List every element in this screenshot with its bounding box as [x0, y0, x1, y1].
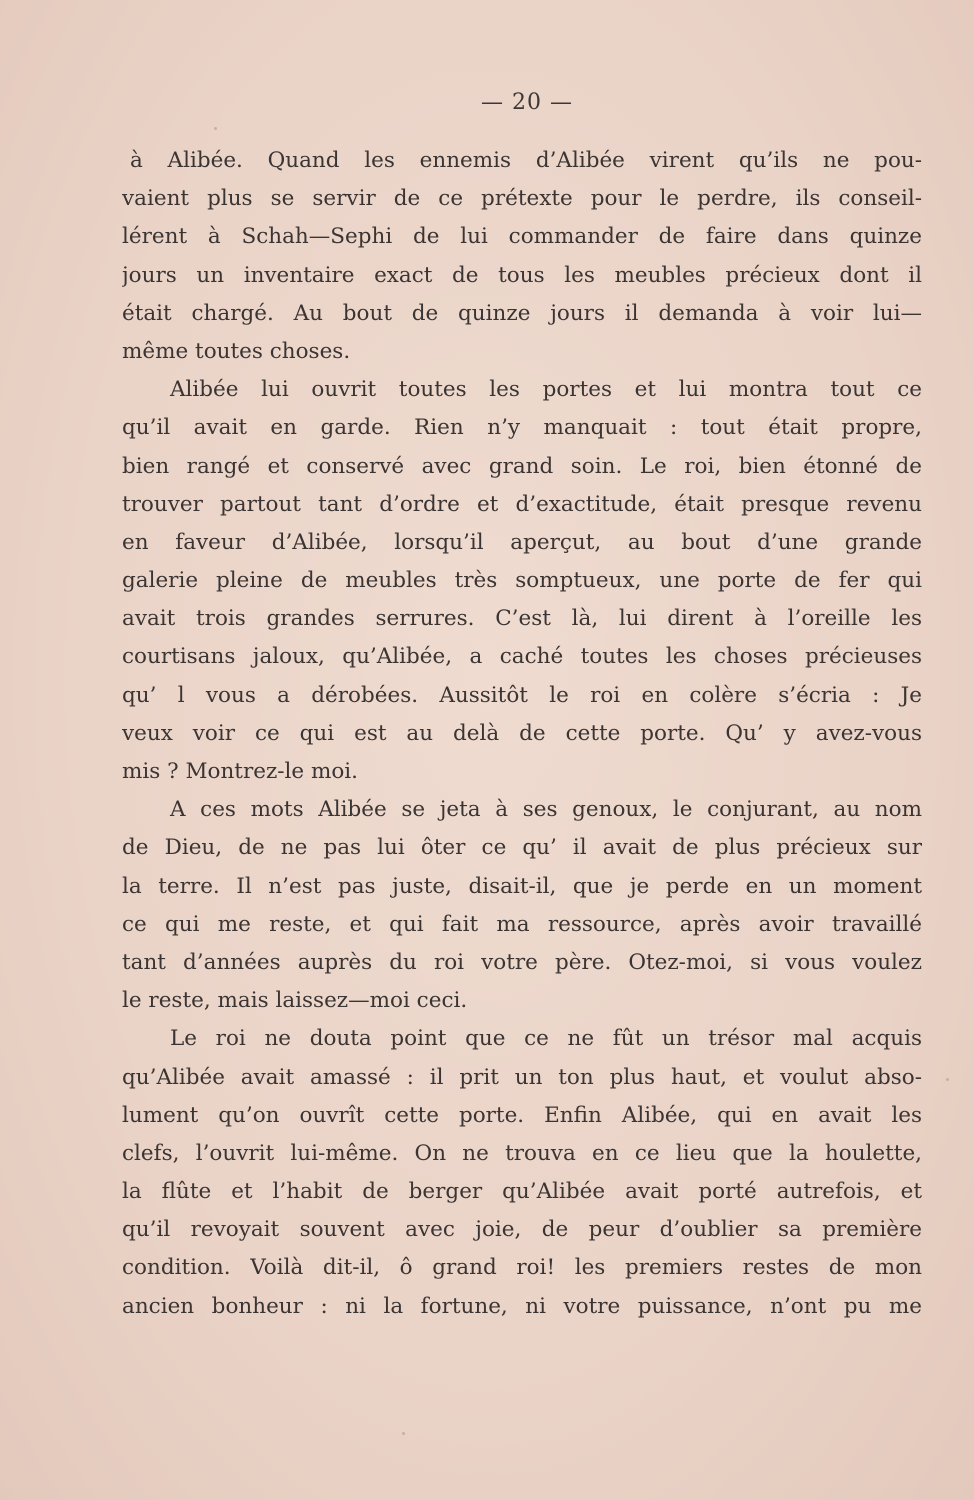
text-line: qu’il avait en garde. Rien n’y manquait : tout était propre, [122, 415, 922, 441]
text-line: qu’Alibée avait amassé : il prit un ton plus haut, et voulut abso- [122, 1064, 922, 1090]
text-line: veux voir ce qui est au delà de cette porte. Qu’ y avez-vous [122, 720, 922, 746]
body-text [122, 142, 922, 1326]
text-line: en faveur d’Alibée, lorsqu’il aperçut, au bout d’une grande [122, 529, 922, 555]
text-line: jours un inventaire exact de tous les meubles précieux dont il [122, 262, 922, 288]
text-line: galerie pleine de meubles très somptueux, une porte de fer qui [122, 568, 922, 594]
text-line: qu’ l vous a dérobées. Aussitôt le roi en colère s’écria : Je [122, 682, 922, 708]
paper-speck [214, 127, 217, 130]
text-line: bien rangé et conservé avec grand soin. Le roi, bien étonné de [122, 453, 922, 479]
text-line: ancien bonheur : ni la fortune, ni votre puissance, n’ont pu me [122, 1293, 922, 1319]
text-line: Le roi ne douta point que ce ne fût un trésor mal acquis [170, 1026, 922, 1052]
text-line: la flûte et l’habit de berger qu’Alibée avait porté autrefois, et [122, 1179, 922, 1205]
text-line: A ces mots Alibée se jeta à ses genoux, le conjurant, au nom [170, 797, 922, 823]
text-line: le reste, mais laissez—moi ceci. [122, 988, 468, 1014]
text-line: à Alibée. Quand les ennemis d’Alibée virent qu’ils ne pou- [130, 148, 922, 173]
text-line: était chargé. Au bout de quinze jours il demanda à voir lui— [122, 300, 922, 326]
text-line: clefs, l’ouvrit lui-même. On ne trouva en ce lieu que la houlette, [122, 1140, 922, 1166]
text-line: de Dieu, de ne pas lui ôter ce qu’ il avait de plus précieux sur [122, 835, 922, 861]
text-line: trouver partout tant d’ordre et d’exactitude, était presque revenu [122, 491, 922, 517]
text-line: lument qu’on ouvrît cette porte. Enfin Alibée, qui en avait les [122, 1102, 922, 1128]
text-line: la terre. Il n’est pas juste, disait-il, que je perde en un moment [122, 873, 922, 899]
text-line: mis ? Montrez-le moi. [122, 759, 359, 784]
page-number: — 20 — [481, 90, 573, 115]
text-line: Alibée lui ouvrit toutes les portes et lui montra tout ce [170, 377, 922, 403]
text-line: avait trois grandes serrures. C’est là, lui dirent à l’oreille les [122, 606, 922, 632]
text-line: qu’il revoyait souvent avec joie, de peur d’oublier sa première [122, 1217, 922, 1243]
text-line: ce qui me reste, et qui fait ma ressource, après avoir travaillé [122, 911, 922, 937]
text-line: tant d’années auprès du roi votre père. Otez-moi, si vous voulez [122, 949, 922, 975]
text-line: courtisans jaloux, qu’Alibée, a caché toutes les choses précieuses [122, 644, 922, 670]
paper-speck [402, 1432, 405, 1435]
text-line: même toutes choses. [122, 338, 351, 364]
text-line: vaient plus se servir de ce prétexte pour le perdre, ils conseil- [122, 186, 922, 212]
paper-speck [946, 1078, 949, 1081]
text-line: condition. Voilà dit-il, ô grand roi! les premiers restes de mon [122, 1255, 922, 1281]
text-line: lérent à Schah—Sephi de lui commander de faire dans quinze [122, 224, 922, 250]
